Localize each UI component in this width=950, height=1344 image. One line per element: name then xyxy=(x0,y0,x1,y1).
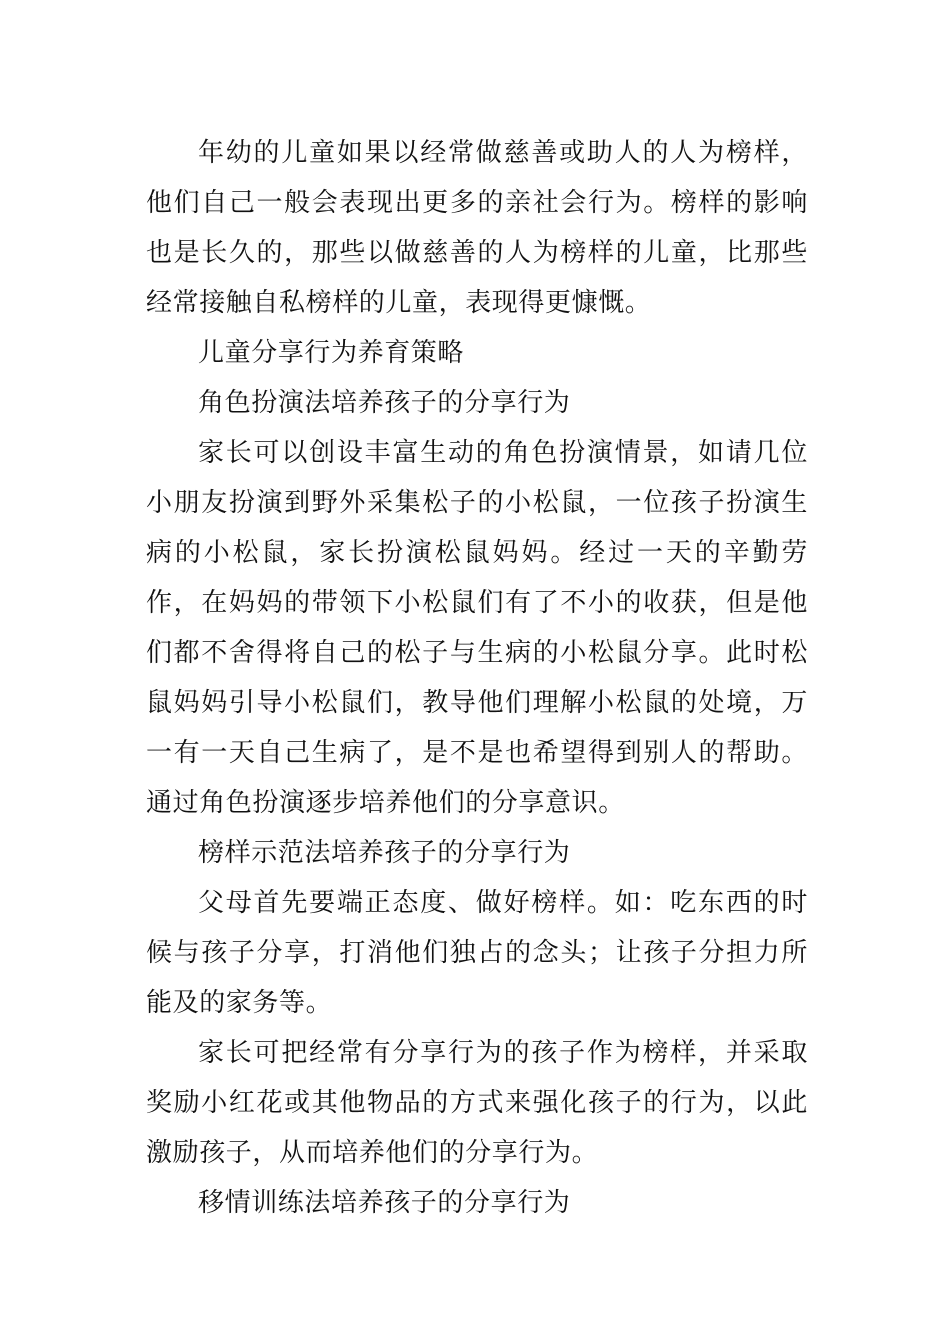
heading-role-model-demo: 榜样示范法培养孩子的分享行为 xyxy=(198,838,571,868)
paragraph-reward-example: 家长可把经常有分享行为的孩子作为榜样，并采取奖励小红花或其他物品的方式来强化孩子的行为，以此激励孩子，从而培养他们的分享行为。 xyxy=(146,1038,808,1168)
heading-empathy-training: 移情训练法培养孩子的分享行为 xyxy=(198,1188,571,1218)
heading-role-play: 角色扮演法培养孩子的分享行为 xyxy=(198,388,571,418)
paragraph-role-play: 家长可以创设丰富生动的角色扮演情景，如请几位小朋友扮演到野外采集松子的小松鼠，一位孩子扮演生病的小松鼠，家长扮演松鼠妈妈。经过一天的辛勤劳作，在妈妈的带领下小松鼠们有了不小的收获，但是他们都不舍得将自己的松子与生病的小松鼠分享。此时松鼠妈妈引导小松鼠们，教导他们理解小松鼠的处境，万一有一天自己生病了，是不是也希望得到别人的帮助。通过角色扮演逐步培养他们的分享意识。 xyxy=(146,438,808,818)
paragraph-parents-example: 父母首先要端正态度、做好榜样。如：吃东西的时候与孩子分享，打消他们独占的念头；让孩子分担力所能及的家务等。 xyxy=(146,888,808,1018)
heading-sharing-strategies: 儿童分享行为养育策略 xyxy=(198,338,465,368)
document-body xyxy=(146,128,808,1228)
paragraph-role-models-intro: 年幼的儿童如果以经常做慈善或助人的人为榜样，他们自己一般会表现出更多的亲社会行为。榜样的影响也是长久的，那些以做慈善的人为榜样的儿童，比那些经常接触自私榜样的儿童，表现得更慷慨。 xyxy=(146,138,808,318)
